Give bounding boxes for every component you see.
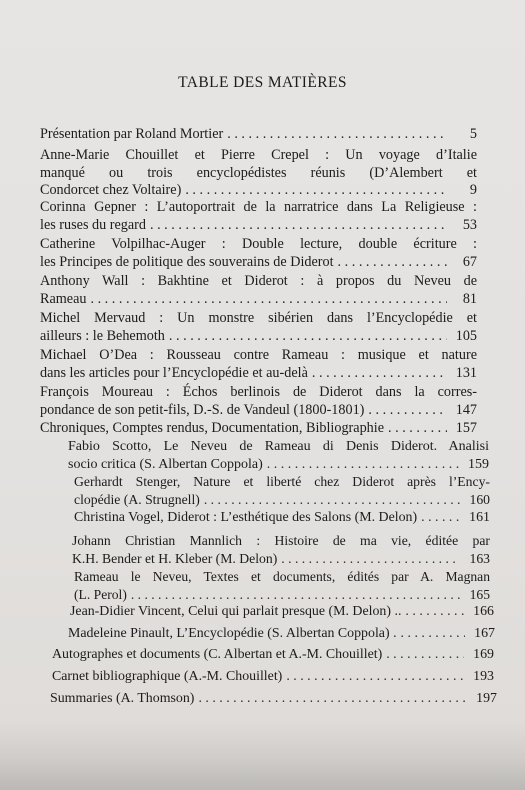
toc-entry-text: ailleurs : le Behemoth xyxy=(40,327,165,344)
page-number: 9 xyxy=(469,182,477,198)
toc-entry-text: Présentation par Roland Mortier xyxy=(40,126,224,142)
dot-leader xyxy=(401,625,465,643)
toc-entry-text: Fabio Scotto, Le Neveu de Rameau di Denis Diderot. Analisi xyxy=(68,439,489,454)
toc-entry xyxy=(74,473,490,508)
toc-entry-text: K.H. Bender et H. Kleber (M. Delon) xyxy=(72,550,278,566)
dot-leader xyxy=(421,509,460,527)
page-shadow xyxy=(0,720,525,790)
toc-entry-text: Rameau xyxy=(40,290,87,307)
dot-leader xyxy=(150,217,447,235)
toc-entry xyxy=(40,420,477,438)
dot-leader xyxy=(405,603,464,621)
toc-entry-text: Carnet bibliographique (A.-M. Chouillet) xyxy=(52,669,283,684)
toc-entry-text: Corinna Gepner : L’autoportrait de la narratrice dans La Religieuse : xyxy=(40,199,477,215)
dot-leader xyxy=(131,586,460,604)
toc-entry xyxy=(40,273,477,308)
toc-entry xyxy=(40,126,477,144)
toc-entry xyxy=(72,532,490,567)
toc-entry-text: Autographes et documents (C. Albertan et A.-M. Chouillet) xyxy=(52,647,383,662)
dot-leader xyxy=(338,254,447,272)
page-number: 147 xyxy=(455,401,477,418)
toc-entry-text: Jean-Didier Vincent, Celui qui parlait presque (M. Delon) .. xyxy=(70,604,402,619)
dot-leader xyxy=(388,420,447,438)
toc-entry-text: dans les articles pour l’Encyclopédie et au-delà xyxy=(40,364,308,381)
toc-entry-text: Gerhardt Stenger, Nature et liberté chez Diderot après l’Ency- xyxy=(74,474,490,489)
dot-leader xyxy=(312,365,447,383)
dot-leader xyxy=(204,491,460,509)
page-number: 53 xyxy=(462,216,477,233)
toc-entry xyxy=(40,147,477,200)
page-number: 193 xyxy=(473,669,494,684)
toc-entry-text: Condorcet chez Voltaire) xyxy=(40,182,182,198)
toc-entry-text: les Principes de politique des souverains de Diderot xyxy=(40,253,334,270)
page-number: 160 xyxy=(469,491,490,507)
toc-entry xyxy=(40,347,477,382)
toc-entry xyxy=(68,625,495,643)
toc-entry-text: Madeleine Pinault, L’Encyclopédie (S. Albertan Coppola) . xyxy=(68,626,397,641)
page-number: 5 xyxy=(469,126,477,142)
toc-entry-text: François Moureau : Échos berlinois de Diderot dans la corres- xyxy=(40,384,477,400)
page-number: 169 xyxy=(473,647,494,662)
dot-leader xyxy=(386,646,464,664)
page-number: 157 xyxy=(455,420,477,436)
toc-entry-text: Chroniques, Comptes rendus, Documentation, Bibliographie xyxy=(40,420,384,436)
toc-entry-text: manqué ou trois encyclopédistes réunis (D’Alembert et xyxy=(40,164,477,181)
page-number: 197 xyxy=(476,691,497,706)
toc-entry xyxy=(50,690,497,708)
page-number: 163 xyxy=(469,550,490,566)
page-number: 81 xyxy=(462,290,477,307)
toc-entry-text: socio critica (S. Albertan Coppola) xyxy=(68,456,263,472)
toc-entry-text: Catherine Volpilhac-Auger : Double lecture, double écriture : xyxy=(40,236,477,252)
toc-entry xyxy=(68,438,489,473)
toc-entry xyxy=(52,668,494,686)
toc-entry xyxy=(74,509,490,527)
dot-leader xyxy=(185,182,447,200)
toc-entry-text: Summaries (A. Thomson) xyxy=(50,691,195,706)
page-number: 105 xyxy=(455,327,477,344)
toc-entry-text: Michael O’Dea : Rousseau contre Rameau : musique et nature xyxy=(40,347,477,363)
dot-leader xyxy=(281,550,460,568)
toc-entry-text: clopédie (A. Strugnell) xyxy=(74,491,200,507)
toc-entry-text: les ruses du regard xyxy=(40,216,146,233)
dot-leader xyxy=(227,126,447,144)
dot-leader xyxy=(267,456,459,474)
toc-entry-text: Johann Christian Mannlich : Histoire de ma vie, éditée par xyxy=(72,533,490,548)
toc-entry-text: (L. Perol) xyxy=(74,586,127,602)
toc-entry-text: Anthony Wall : Bakhtine et Diderot : à propos du Neveu de xyxy=(40,273,477,289)
toc-entry-text: Michel Mervaud : Un monstre sibérien dans l’Encyclopédie et xyxy=(40,310,477,326)
dot-leader xyxy=(198,690,467,708)
dot-leader xyxy=(286,668,464,686)
toc-entry xyxy=(74,568,490,603)
page-number: 67 xyxy=(462,253,477,270)
toc-entry-text: Rameau le Neveu, Textes et documents, édités par A. Magnan xyxy=(74,569,490,584)
page-number: 167 xyxy=(474,626,495,641)
toc-entry xyxy=(40,384,477,419)
toc-entry-text: Anne-Marie Chouillet et Pierre Crepel : Un voyage d’Italie xyxy=(40,147,477,163)
toc-entry xyxy=(40,310,477,345)
toc-entry xyxy=(52,646,494,664)
dot-leader xyxy=(169,328,447,346)
page-number: 166 xyxy=(473,604,494,619)
toc-entry xyxy=(70,603,494,621)
dot-leader xyxy=(90,291,447,309)
page-number: 131 xyxy=(455,364,477,381)
toc-entry-text: Christina Vogel, Diderot : L’esthétique des Salons (M. Delon) xyxy=(74,510,418,525)
dot-leader xyxy=(368,402,447,420)
page-number: 161 xyxy=(469,510,490,525)
toc-entry xyxy=(40,236,477,271)
toc-entry xyxy=(40,199,477,234)
page-title: TABLE DES MATIÈRES xyxy=(178,74,347,91)
toc-entry-text: pondance de son petit-fils, D.-S. de Vandeul (1800-1801) xyxy=(40,401,365,418)
page-number: 159 xyxy=(468,456,489,472)
page-number: 165 xyxy=(469,586,490,602)
